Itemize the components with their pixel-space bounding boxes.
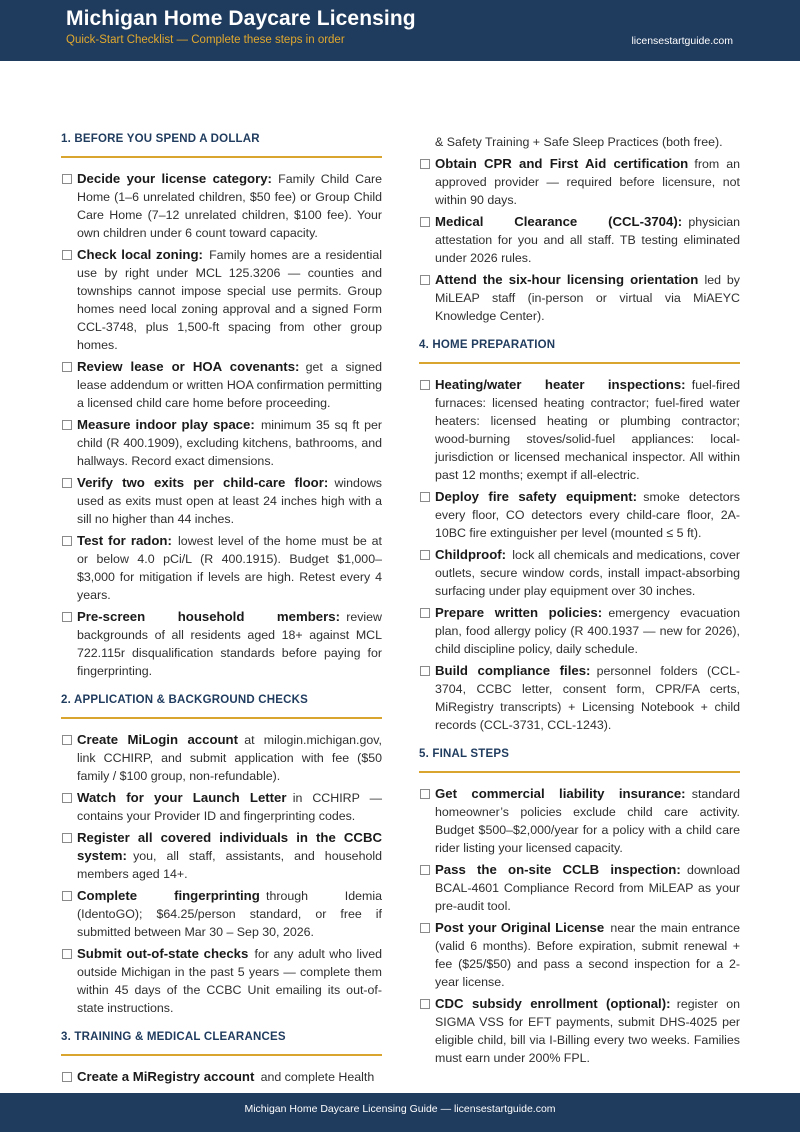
footer-text: Michigan Home Daycare Licensing Guide — licensestartguide.com [244, 1103, 556, 1115]
checkbox-icon[interactable] [420, 865, 430, 875]
checkbox-icon[interactable] [420, 666, 430, 676]
checklist-item [61, 358, 382, 412]
checklist-item [61, 474, 382, 528]
checklist-item [419, 785, 740, 857]
checklist-item-lead: Check local zoning: [77, 247, 203, 262]
checklist-item-body: lock all chemicals and medications, cover outlets, secure window cords, install impact-absorbing surfacing under play equipment over 30 inches. [435, 548, 740, 598]
checklist-item [419, 546, 740, 600]
right-column [419, 133, 740, 1071]
page-subtitle: Quick-Start Checklist — Complete these steps in order [66, 34, 345, 46]
checklist-item [61, 789, 382, 825]
section-before-you-spend [61, 133, 382, 680]
checklist-item [419, 604, 740, 658]
checklist-item-body: you, all staff, assistants, and household members aged 14+. [77, 849, 382, 881]
checklist-item-lead: Create a MiRegistry account [77, 1069, 255, 1084]
checklist-item [419, 376, 740, 484]
checklist-item-body: register on SIGMA VSS for EFT payments, submit DHS-4025 per eligible child, bill via I-Billing every two weeks. Families must earn under 200% FPL. [435, 997, 740, 1065]
checklist-item [419, 662, 740, 734]
section-heading: 1. BEFORE YOU SPEND A DOLLAR [61, 133, 382, 158]
checkbox-icon[interactable] [420, 923, 430, 933]
checklist-item [419, 271, 740, 325]
checklist-item-body: in CCHIRP — contains your Provider ID and fingerprinting codes. [77, 791, 382, 823]
checkbox-icon[interactable] [62, 174, 72, 184]
checklist-item-body: at milogin.michigan.gov, link CCHIRP, and submit application with fee ($50 family / $100 group, non-refundable). [77, 733, 382, 783]
section-home-preparation [419, 339, 740, 734]
header-site-url: licensestartguide.com [631, 35, 733, 47]
checklist-item-lead: CDC subsidy enrollment (optional): [435, 996, 671, 1011]
checkbox-icon[interactable] [62, 833, 72, 843]
section-application-background [61, 694, 382, 1017]
checkbox-icon[interactable] [62, 735, 72, 745]
checkbox-icon[interactable] [420, 999, 430, 1009]
checklist-item-lead: Get commercial liability insurance: [435, 786, 686, 801]
checklist-item-lead: Submit out-of-state checks [77, 946, 249, 961]
checkbox-icon[interactable] [62, 891, 72, 901]
checkbox-icon[interactable] [420, 217, 430, 227]
checklist-item [61, 416, 382, 470]
section-heading: 3. TRAINING & MEDICAL CLEARANCES [61, 1031, 382, 1056]
checklist-item-lead: Obtain CPR and First Aid certification [435, 156, 689, 171]
section-heading: 2. APPLICATION & BACKGROUND CHECKS [61, 694, 382, 719]
checklist-item-body: led by MiLEAP staff (in-person or virtual via MiAEYC Knowledge Center). [435, 273, 740, 323]
checkbox-icon[interactable] [62, 362, 72, 372]
checklist-item [419, 488, 740, 542]
checkbox-icon[interactable] [420, 380, 430, 390]
checklist-item-body: for any adult who lived outside Michigan in the past 5 years — complete them within 45 days of the CCBC Unit emailing its out-of-state instructions. [77, 947, 382, 1015]
checkbox-icon[interactable] [420, 275, 430, 285]
checklist-item-body: from an approved provider — required before licensure, not within 90 days. [435, 157, 740, 207]
checklist-item-body: near the main entrance (valid 6 months). Before expiration, submit renewal + fee ($25/$50) and pass a second inspection for a 2-year license. [435, 921, 740, 989]
checkbox-icon[interactable] [420, 608, 430, 618]
checkbox-icon[interactable] [62, 949, 72, 959]
checkbox-icon[interactable] [62, 612, 72, 622]
checkbox-icon[interactable] [420, 159, 430, 169]
checklist-item [419, 155, 740, 209]
checklist-item-lead: Verify two exits per child-care floor: [77, 475, 329, 490]
checklist-item-body: Family homes are a residential use by right under MCL 125.3206 — counties and townships cannot impose special use permits. Group homes need local zoning approval and a signed Form CCL-3748, plus 1,500-ft spacing from other group homes. [77, 248, 382, 352]
checklist-item-lead: Create MiLogin account [77, 732, 239, 747]
checklist-item [61, 532, 382, 604]
checkbox-icon[interactable] [62, 478, 72, 488]
checklist-item-lead: Review lease or HOA covenants: [77, 359, 300, 374]
left-column [61, 133, 382, 1090]
checklist-item [61, 170, 382, 242]
checklist-item-body: standard homeowner’s policies exclude child care activity. Budget $500–$2,000/year for a policy with a child care rider listing your licensed capacity. [435, 787, 740, 855]
checklist-item [61, 608, 382, 680]
checkbox-icon[interactable] [420, 492, 430, 502]
checkbox-icon[interactable] [62, 793, 72, 803]
checklist-item-body: smoke detectors every floor, CO detectors every child-care floor, 2A-10BC fire extinguisher per level (mounted ≤ 5 ft). [435, 490, 740, 540]
checklist-item [61, 887, 382, 941]
checklist-item-body: and complete Health [260, 1070, 375, 1084]
checklist-item-body: emergency evacuation plan, food allergy policy (R 400.1937 — new for 2026), child discipline policy, daily schedule. [435, 606, 740, 656]
page-header [0, 0, 800, 61]
checklist-item [419, 919, 740, 991]
checkbox-icon[interactable] [420, 550, 430, 560]
checklist-item [61, 1068, 382, 1086]
checklist-item [419, 861, 740, 915]
checklist-item-body: personnel folders (CCL-3704, CCBC letter, consent form, CPR/FA certs, MiRegistry transcripts) + Licensing Notebook + child records (CCL-3731, CCL-1243). [435, 664, 740, 732]
checklist-item-lead: Register all covered individuals in the CCBC system: [77, 830, 382, 863]
checklist-item-lead: Complete fingerprinting [77, 888, 260, 903]
checklist-item-lead: Deploy fire safety equipment: [435, 489, 638, 504]
checklist-item-body: download BCAL-4601 Compliance Record from MiLEAP as your pre-audit tool. [435, 863, 740, 913]
checkbox-icon[interactable] [62, 420, 72, 430]
section-final-steps [419, 748, 740, 1067]
checklist-item-body: Family Child Care Home (1–6 unrelated children, $50 fee) or Group Child Care Home (7–12 unrelated children, $100 fee). Your own children under 6 count toward capacity. [77, 172, 382, 240]
checkbox-icon[interactable] [62, 250, 72, 260]
checklist-item [61, 829, 382, 883]
checklist-item-body: get a signed lease addendum or written HOA confirmation permitting a licensed child care home before proceeding. [77, 360, 383, 410]
checklist-item [419, 995, 740, 1067]
checklist-item [61, 246, 382, 354]
checklist-item [61, 945, 382, 1017]
checklist-item [419, 213, 740, 267]
checklist-item-lead: Attend the six-hour licensing orientation [435, 272, 699, 287]
checklist-item-lead: Childproof: [435, 547, 507, 562]
checklist-item-body: lowest level of the home must be at or below 4.0 pCi/L (R 400.1915). Budget $1,000–$3,000 for mitigation if levels are high. Retest every 4 years. [77, 534, 382, 602]
section-heading: 5. FINAL STEPS [419, 748, 740, 773]
checklist-item-body: review backgrounds of all residents aged 18+ against MCL 722.115r disqualification standards before paying for fingerprinting. [77, 610, 382, 678]
checklist-item [61, 731, 382, 785]
checklist-item-body: minimum 35 sq ft per child (R 400.1909), excluding kitchens, bathrooms, and hallways. Record exact dimensions. [77, 418, 382, 468]
checklist-item-lead: Heating/water heater inspections: [435, 377, 686, 392]
checklist-item-lead: Test for radon: [77, 533, 172, 548]
checklist-item-lead: Pass the on-site CCLB inspection: [435, 862, 681, 877]
checklist-item-lead: Decide your license category: [77, 171, 272, 186]
item-continuation: & Safety Training + Safe Sleep Practices (both free). [435, 135, 723, 149]
checklist-item-lead: Post your Original License [435, 920, 605, 935]
checklist-item-lead: Medical Clearance (CCL-3704): [435, 214, 683, 229]
checkbox-icon[interactable] [62, 1072, 72, 1082]
page-footer [0, 1093, 800, 1132]
section-heading: 4. HOME PREPARATION [419, 339, 740, 364]
checklist-item-lead: Prepare written policies: [435, 605, 603, 620]
checklist-item-body: windows used as exits must open at least 24 inches high with a sill no higher than 44 inches. [77, 476, 382, 526]
checkbox-icon[interactable] [420, 789, 430, 799]
checklist-item-lead: Pre-screen household members: [77, 609, 340, 624]
section-training-medical [61, 1031, 382, 1086]
checklist-item-body: through Idemia (IdentoGO); $64.25/person standard, or free if submitted between Mar 30 – Sep 30, 2026. [77, 889, 382, 939]
checklist-item-lead: Watch for your Launch Letter [77, 790, 287, 805]
checklist-item-lead: Measure indoor play space: [77, 417, 255, 432]
checkbox-icon[interactable] [62, 536, 72, 546]
checklist-item-body: physician attestation for you and all staff. TB testing eliminated under 2026 rules. [435, 215, 740, 265]
checklist-item-body: fuel-fired furnaces: licensed heating contractor; fuel-fired water heaters: licensed heating or plumbing contractor; wood-burning stoves/solid-fuel appliances: local-jurisdiction or licensed mechanical inspector. All within past 12 months; exempt if all-electric. [435, 378, 740, 482]
page-title: Michigan Home Daycare Licensing [66, 7, 416, 30]
checklist-item-lead: Build compliance files: [435, 663, 591, 678]
